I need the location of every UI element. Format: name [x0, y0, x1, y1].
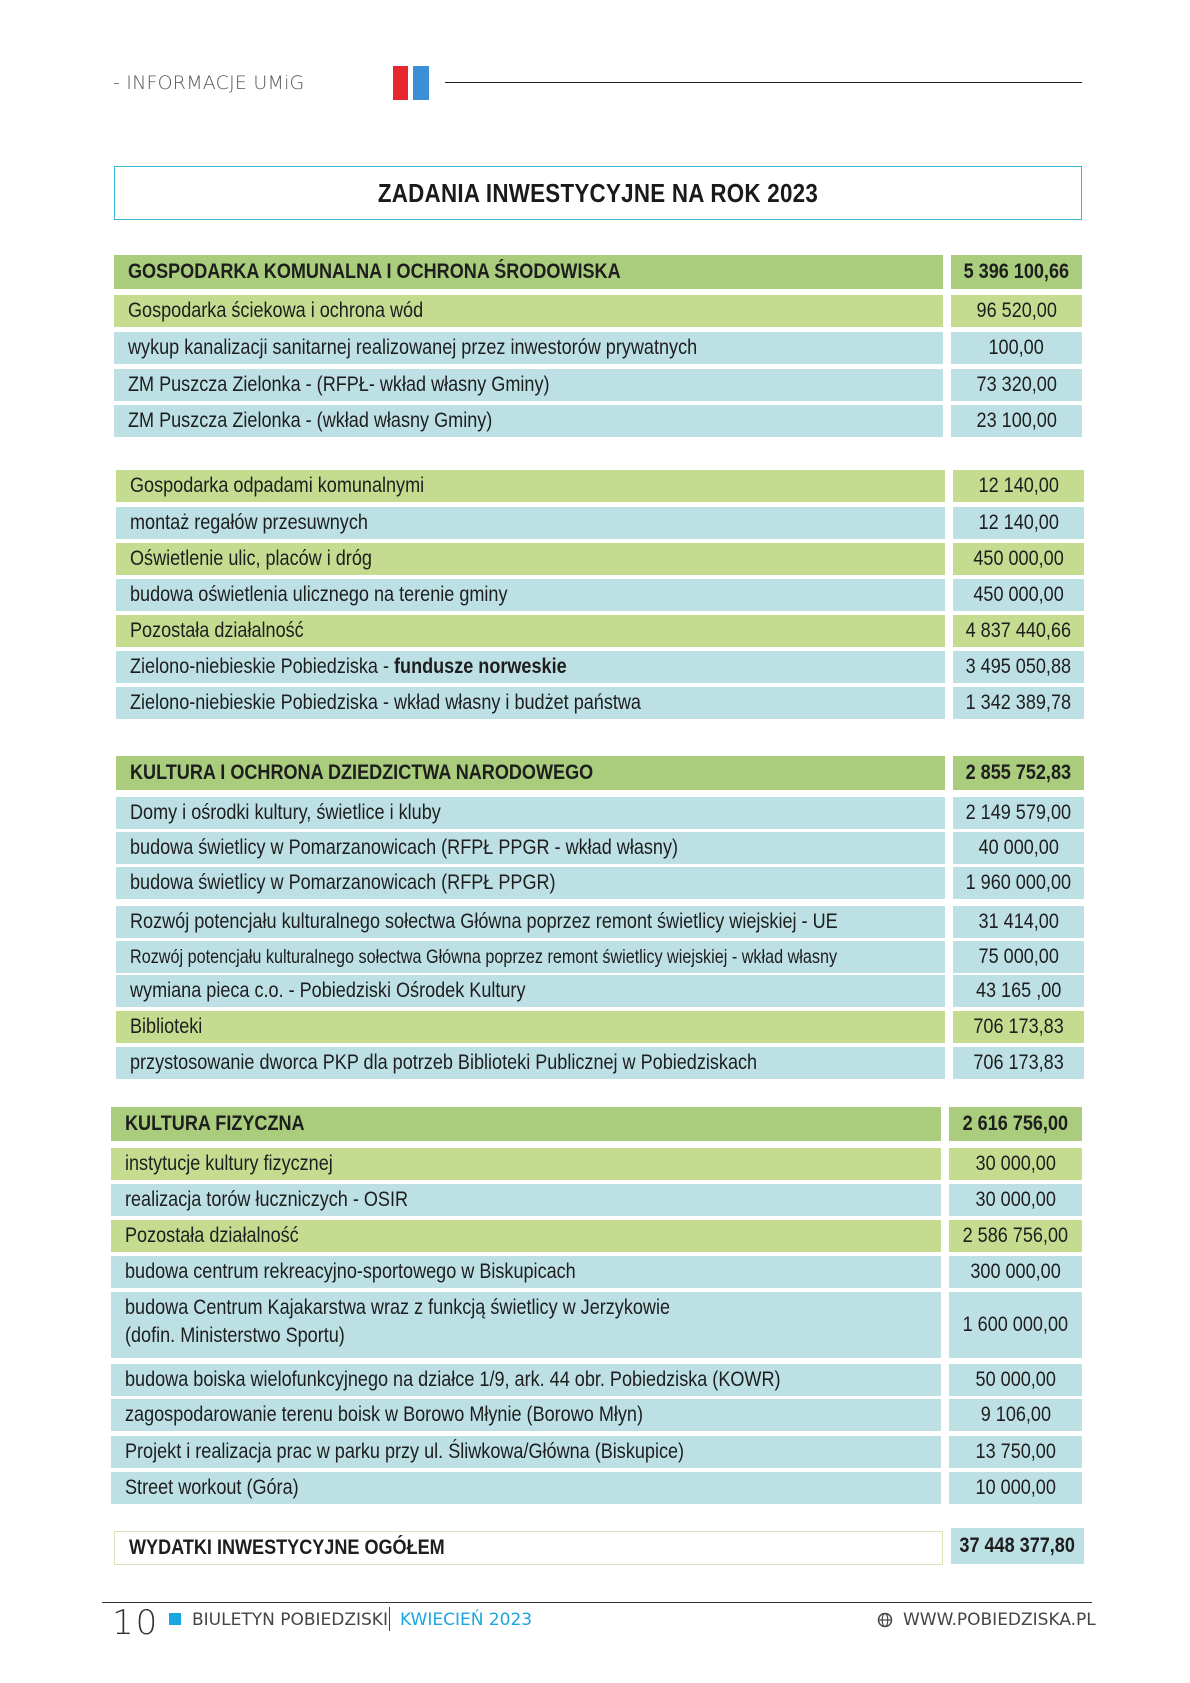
- table-row-value: 30 000,00: [949, 1184, 1082, 1216]
- table-row-label: Rozwój potencjału kulturalnego sołectwa Główna poprzez remont świetlicy wiejskiej - UE: [116, 906, 945, 938]
- website-link[interactable]: WWW.POBIEDZISKA.PL: [903, 1610, 1096, 1630]
- table-row-label: Rozwój potencjału kulturalnego sołectwa Główna poprzez remont świetlicy wiejskiej - wkład własny: [116, 941, 945, 973]
- table-row-label: Zielono-niebieskie Pobiedziska - wkład własny i budżet państwa: [116, 687, 945, 719]
- table-row-label: Projekt i realizacja prac w parku przy ul. Śliwkowa/Główna (Biskupice): [111, 1436, 941, 1468]
- table-row-label: realizacja torów łuczniczych - OSIR: [111, 1184, 941, 1216]
- table-row-value: 9 106,00: [949, 1399, 1082, 1431]
- table-row-value: 4 837 440,66: [953, 615, 1084, 647]
- table-row-value: 706 173,83: [953, 1011, 1084, 1043]
- table-row-label: wymiana pieca c.o. - Pobiedziski Ośrodek Kultury: [116, 975, 945, 1007]
- total-label: WYDATKI INWESTYCYJNE OGÓŁEM: [114, 1531, 943, 1565]
- table-row-value: 100,00: [951, 332, 1082, 364]
- table-row-label: KULTURA FIZYCZNA: [111, 1107, 941, 1141]
- table-row-value: 2 616 756,00: [949, 1107, 1082, 1141]
- table-row-label: ZM Puszcza Zielonka - (RFPŁ- wkład własny Gminy): [114, 369, 943, 401]
- globe-icon: [877, 1612, 893, 1628]
- table-row-value: 1 960 000,00: [953, 867, 1084, 899]
- table-row-label: Gospodarka odpadami komunalnymi: [116, 470, 945, 502]
- table-row-value: 300 000,00: [949, 1256, 1082, 1288]
- table-row-label: Pozostała działalność: [111, 1220, 941, 1252]
- page-title-box: [114, 166, 1082, 220]
- table-row-label: budowa centrum rekreacyjno-sportowego w Biskupicach: [111, 1256, 941, 1288]
- table-row-label: budowa boiska wielofunkcyjnego na działce 1/9, ark. 44 obr. Pobiedziska (KOWR): [111, 1364, 941, 1396]
- total-value: 37 448 377,80: [951, 1528, 1084, 1564]
- publication-name: BIULETYN POBIEDZISKI: [192, 1610, 388, 1630]
- table-row-label: Zielono-niebieskie Pobiedziska - fundusze norweskie: [116, 651, 945, 683]
- issue-month: KWIECIEŃ 2023: [400, 1610, 533, 1630]
- table-row-label: budowa Centrum Kajakarstwa wraz z funkcją świetlicy w Jerzykowie (dofin. Ministerstwo Sportu): [111, 1292, 941, 1358]
- table-row-label: przystosowanie dworca PKP dla potrzeb Biblioteki Publicznej w Pobiedziskach: [116, 1047, 945, 1079]
- table-row-value: 75 000,00: [953, 941, 1084, 973]
- table-row-value: 30 000,00: [949, 1148, 1082, 1180]
- accent-square: [169, 1613, 181, 1625]
- table-row-value: 5 396 100,66: [951, 255, 1082, 289]
- flag-red-bar: [393, 66, 408, 100]
- footer-separator: [389, 1607, 390, 1631]
- table-row-label: budowa oświetlenia ulicznego na terenie gminy: [116, 579, 945, 611]
- table-row-label: montaż regałów przesuwnych: [116, 507, 945, 539]
- table-row-value: 43 165 ,00: [953, 975, 1084, 1007]
- table-row-value: 73 320,00: [951, 369, 1082, 401]
- table-row-label: budowa świetlicy w Pomarzanowicach (RFPŁ PPGR): [116, 867, 945, 899]
- table-row-label: budowa świetlicy w Pomarzanowicach (RFPŁ PPGR - wkład własny): [116, 832, 945, 864]
- page-number: 10: [112, 1603, 160, 1643]
- table-row-value: 50 000,00: [949, 1364, 1082, 1396]
- table-row-value: 1 342 389,78: [953, 687, 1084, 719]
- header-rule: [445, 82, 1082, 83]
- table-row-label: Domy i ośrodki kultury, świetlice i kluby: [116, 797, 945, 829]
- table-row-label: Pozostała działalność: [116, 615, 945, 647]
- table-row-label: zagospodarowanie terenu boisk w Borowo Młynie (Borowo Młyn): [111, 1399, 941, 1431]
- table-row-value: 10 000,00: [949, 1472, 1082, 1504]
- section-label: - INFORMACJE UMiG: [113, 72, 305, 94]
- page-title: ZADANIA INWESTYCYJNE NA ROK 2023: [377, 177, 819, 208]
- table-row-label: GOSPODARKA KOMUNALNA I OCHRONA ŚRODOWISKA: [114, 255, 943, 289]
- table-row-value: 2 586 756,00: [949, 1220, 1082, 1252]
- table-row-value: 2 149 579,00: [953, 797, 1084, 829]
- emphasis-text: fundusze norweskie: [394, 655, 567, 678]
- table-row-label: Oświetlenie ulic, placów i dróg: [116, 543, 945, 575]
- table-row-label: KULTURA I OCHRONA DZIEDZICTWA NARODOWEGO: [116, 756, 945, 790]
- table-row-label: instytucje kultury fizycznej: [111, 1148, 941, 1180]
- table-row-value: 96 520,00: [951, 295, 1082, 327]
- table-row-value: 450 000,00: [953, 579, 1084, 611]
- table-row-label: Gospodarka ściekowa i ochrona wód: [114, 295, 943, 327]
- table-row-value: 31 414,00: [953, 906, 1084, 938]
- table-row-value: 40 000,00: [953, 832, 1084, 864]
- table-row-value: 12 140,00: [953, 507, 1084, 539]
- table-row-value: 3 495 050,88: [953, 651, 1084, 683]
- table-row-value: 13 750,00: [949, 1436, 1082, 1468]
- table-row-label: wykup kanalizacji sanitarnej realizowanej przez inwestorów prywatnych: [114, 332, 943, 364]
- table-row-value: 12 140,00: [953, 470, 1084, 502]
- table-row-value: 706 173,83: [953, 1047, 1084, 1079]
- footer-rule: [102, 1602, 1092, 1603]
- flag-blue-bar: [413, 66, 429, 100]
- table-row-value: 23 100,00: [951, 405, 1082, 437]
- table-row-label: ZM Puszcza Zielonka - (wkład własny Gminy): [114, 405, 943, 437]
- table-row-value: 1 600 000,00: [949, 1292, 1082, 1358]
- table-row-value: 2 855 752,83: [953, 756, 1084, 790]
- table-row-value: 450 000,00: [953, 543, 1084, 575]
- table-row-label: Biblioteki: [116, 1011, 945, 1043]
- table-row-label: Street workout (Góra): [111, 1472, 941, 1504]
